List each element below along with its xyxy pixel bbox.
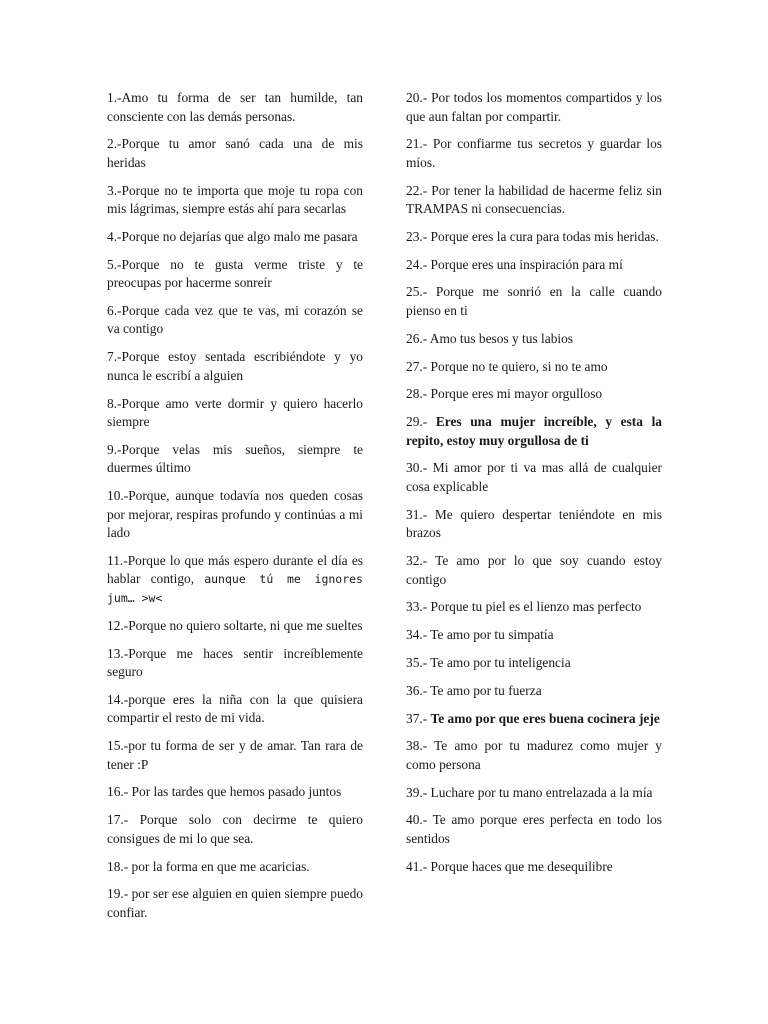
list-item-text: 15.-por tu forma de ser y de amar. Tan rara de tener :P <box>107 738 363 772</box>
list-item-text: 25.- Porque me sonrió en la calle cuando pienso en ti <box>406 284 662 318</box>
list-item <box>406 358 662 377</box>
list-item <box>107 645 363 682</box>
list-item <box>406 858 662 877</box>
list-item-text: 19.- por ser ese alguien en quien siempre puedo confiar. <box>107 886 363 920</box>
list-item-text: 17.- Porque solo con decirme te quiero consigues de mi lo que sea. <box>107 812 363 846</box>
list-item-text: 21.- Por confiarme tus secretos y guardar los míos. <box>406 136 662 170</box>
list-item-text: 9.-Porque velas mis sueños, siempre te duermes último <box>107 441 363 476</box>
list-item-text: 6.-Porque cada vez que te vas, mi corazón se va contigo <box>107 302 363 337</box>
list-item-text: 5.-Porque no te gusta verme triste y te preocupas por hacerme sonreír <box>107 256 363 291</box>
list-item-emphasis: Eres una mujer increíble, y esta la repito, estoy muy orgullosa de ti <box>406 414 662 448</box>
list-item-text: 7.-Porque estoy sentada escribiéndote y yo nunca le escribí a alguien <box>107 349 363 383</box>
list-item <box>406 682 662 701</box>
list-item <box>406 413 662 450</box>
list-item <box>406 654 662 673</box>
list-item-text: 22.- Por tener la habilidad de hacerme feliz sin TRAMPAS ni consecuencias. <box>406 182 662 217</box>
list-item-text: 4.-Porque no dejarías que algo malo me pasara <box>107 228 358 244</box>
list-item <box>406 626 662 645</box>
list-item <box>406 737 662 774</box>
list-item <box>107 135 363 172</box>
list-item <box>406 552 662 589</box>
list-item-text: 23.- Porque eres la cura para todas mis heridas. <box>406 228 659 244</box>
list-item <box>107 691 363 728</box>
list-item-text: 33.- Porque tu piel es el lienzo mas perfecto <box>406 599 642 615</box>
left-column <box>107 89 363 932</box>
list-item-text: 35.- Te amo por tu inteligencia <box>406 654 571 670</box>
list-item-text: 26.- Amo tus besos y tus labios <box>406 330 574 346</box>
list-item-text: 40.- Te amo porque eres perfecta en todo los sentidos <box>406 812 662 846</box>
list-item-text: 38.- Te amo por tu madurez como mujer y como persona <box>406 738 662 772</box>
list-item <box>406 506 662 543</box>
list-item-text: 3.-Porque no te importa que moje tu ropa con mis lágrimas, siempre estás ahí para secarlas <box>107 182 363 217</box>
list-item <box>406 89 662 126</box>
list-item <box>107 487 363 543</box>
list-item-text: 12.-Porque no quiero soltarte, ni que me sueltes <box>107 617 363 633</box>
list-item-text: 29.- <box>406 414 436 430</box>
list-item <box>406 598 662 617</box>
list-item <box>406 811 662 848</box>
list-item-text: 36.- Te amo por tu fuerza <box>406 682 542 698</box>
list-item-text: 13.-Porque me haces sentir increíblemente seguro <box>107 645 363 680</box>
list-item-text: 8.-Porque amo verte dormir y quiero hacerlo siempre <box>107 395 363 430</box>
list-item <box>107 737 363 774</box>
list-item-text: 16.- Por las tardes que hemos pasado juntos <box>107 784 342 800</box>
list-item <box>107 617 363 636</box>
list-item-tail: aunque tú me ignores jum… >w< <box>107 572 363 605</box>
list-item <box>406 135 662 172</box>
list-item <box>107 858 363 877</box>
list-item <box>406 784 662 803</box>
list-item <box>406 283 662 320</box>
list-item <box>107 182 363 219</box>
list-item-text: 18.- por la forma en que me acaricias. <box>107 858 310 874</box>
list-item <box>107 302 363 339</box>
list-item <box>107 552 363 608</box>
list-item-text: 11.-Porque lo que más espero durante el día es hablar contigo, <box>107 552 363 587</box>
list-item <box>107 256 363 293</box>
right-column <box>406 89 662 886</box>
list-item-text: 30.- Mi amor por ti va mas allá de cualquier cosa explicable <box>406 460 662 494</box>
list-item <box>406 710 662 729</box>
list-item <box>406 182 662 219</box>
list-item-text: 14.-porque eres la niña con la que quisiera compartir el resto de mi vida. <box>107 691 363 726</box>
list-item <box>107 441 363 478</box>
list-item-text: 24.- Porque eres una inspiración para mí <box>406 256 623 272</box>
list-item-text: 2.-Porque tu amor sanó cada una de mis heridas <box>107 136 363 170</box>
list-item <box>406 385 662 404</box>
list-item <box>406 228 662 247</box>
list-item-text: 39.- Luchare por tu mano entrelazada a la mía <box>406 784 653 800</box>
list-item-emphasis: Te amo por que eres buena cocinera jeje <box>430 710 660 726</box>
list-item <box>107 811 363 848</box>
list-item <box>406 459 662 496</box>
list-item <box>406 256 662 275</box>
list-item <box>107 228 363 247</box>
list-item-text: 34.- Te amo por tu simpatía <box>406 627 554 643</box>
list-item-text: 37.- <box>406 710 431 726</box>
list-item <box>107 348 363 385</box>
list-item <box>406 330 662 349</box>
list-item-text: 41.- Porque haces que me desequilibre <box>406 858 613 874</box>
list-item-text: 32.- Te amo por lo que soy cuando estoy contigo <box>406 553 662 587</box>
list-item <box>107 395 363 432</box>
list-item <box>107 783 363 802</box>
list-item-text: 27.- Porque no te quiero, si no te amo <box>406 358 608 374</box>
list-item-text: 28.- Porque eres mi mayor orgulloso <box>406 386 603 402</box>
list-item <box>107 885 363 922</box>
list-item <box>107 89 363 126</box>
list-item-text: 10.-Porque, aunque todavía nos queden cosas por mejorar, respiras profundo y continúas a mi lado <box>107 488 363 541</box>
list-item-text: 20.- Por todos los momentos compartidos y los que aun faltan por compartir. <box>406 90 662 124</box>
list-item-text: 31.- Me quiero despertar teniéndote en mis brazos <box>406 506 662 541</box>
list-item-text: 1.-Amo tu forma de ser tan humilde, tan consciente con las demás personas. <box>107 90 363 124</box>
